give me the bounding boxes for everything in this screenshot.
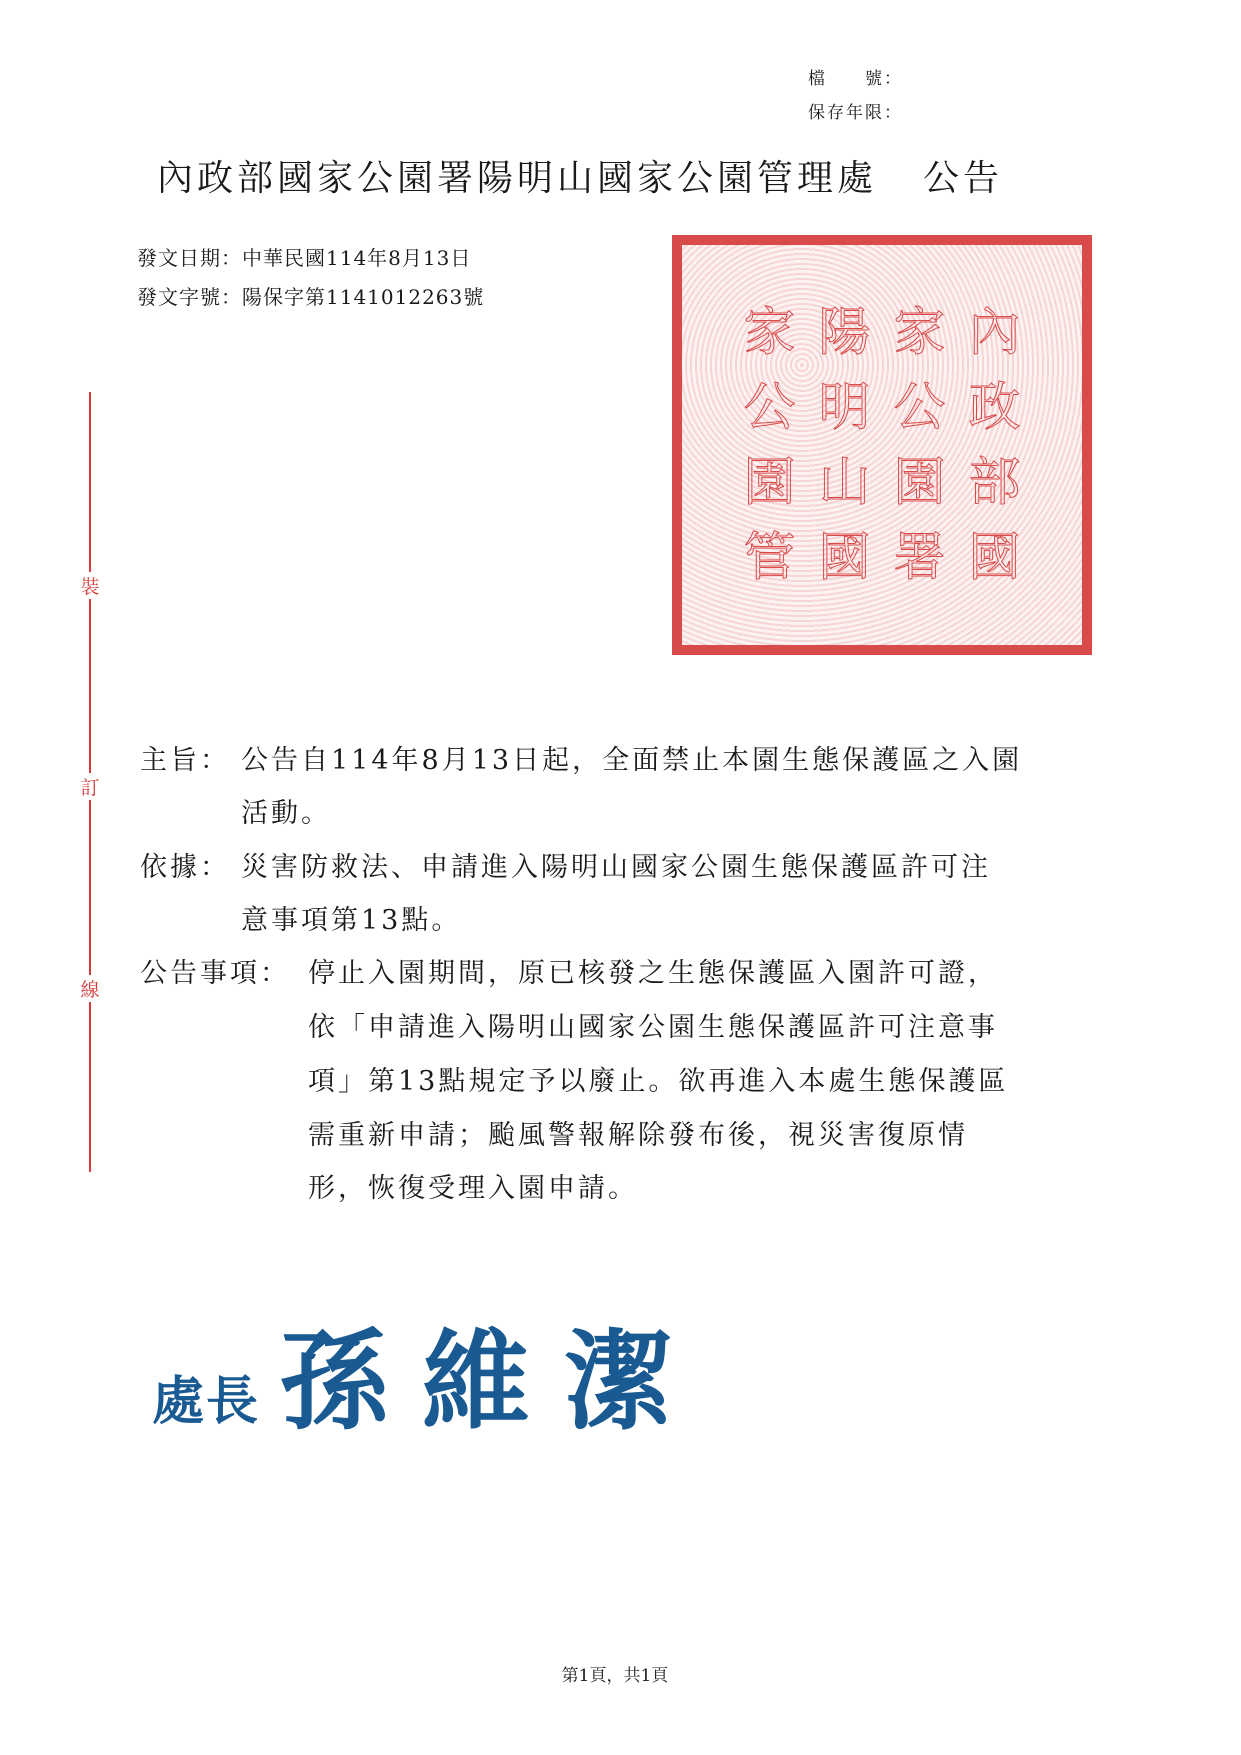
binding-mark-zhuang: 裝 bbox=[78, 572, 102, 599]
seal-char: 管 bbox=[743, 527, 796, 588]
notice-text-line-2: 依「申請進入陽明山國家公園生態保護區許可注意事 bbox=[308, 1012, 998, 1043]
signature-title: 處長 bbox=[152, 1371, 261, 1432]
file-number-label: 檔 號： bbox=[808, 69, 903, 89]
seal-char: 國 bbox=[968, 527, 1021, 588]
basis-label: 依據： bbox=[140, 852, 230, 883]
subject-text-line-1: 公告自114年8月13日起，全面禁止本園生態保護區之入園 bbox=[241, 745, 1023, 776]
seal-char: 國 bbox=[818, 527, 871, 588]
seal-char: 明 bbox=[818, 377, 871, 438]
page-number: 第1頁，共1頁 bbox=[561, 1666, 669, 1686]
notice-text-line-5: 形，恢復受理入園申請。 bbox=[308, 1173, 638, 1204]
official-seal bbox=[672, 235, 1092, 655]
seal-char: 山 bbox=[818, 452, 871, 513]
seal-char: 園 bbox=[893, 452, 946, 513]
seal-char: 內 bbox=[968, 302, 1021, 363]
basis-text-line-2: 意事項第13點。 bbox=[241, 905, 462, 936]
binding-mark-ding: 訂 bbox=[78, 773, 102, 800]
seal-char: 部 bbox=[968, 452, 1021, 513]
seal-characters bbox=[732, 295, 1032, 595]
seal-char: 家 bbox=[893, 302, 946, 363]
issue-reference-number: 發文字號：陽保字第1141012263號 bbox=[137, 285, 485, 309]
binding-mark-xian: 線 bbox=[78, 975, 102, 1002]
seal-char: 園 bbox=[743, 452, 796, 513]
retention-period-label: 保存年限： bbox=[808, 103, 903, 123]
notice-text-line-4: 需重新申請；颱風警報解除發布後，視災害復原情 bbox=[308, 1120, 968, 1151]
seal-char: 家 bbox=[743, 302, 796, 363]
notice-text-line-1: 停止入園期間，原已核發之生態保護區入園許可證， bbox=[308, 958, 998, 989]
agency-name: 內政部國家公園署陽明山國家公園管理處 bbox=[156, 158, 877, 199]
subject-label: 主旨： bbox=[140, 745, 230, 776]
document-type: 公告 bbox=[923, 158, 1004, 199]
notice-text-line-3: 項」第13點規定予以廢止。欲再進入本處生態保護區 bbox=[308, 1066, 1009, 1097]
seal-char: 公 bbox=[893, 377, 946, 438]
page-title bbox=[0, 150, 1160, 201]
seal-char: 公 bbox=[743, 377, 796, 438]
seal-char: 政 bbox=[968, 377, 1021, 438]
seal-char: 署 bbox=[893, 527, 946, 588]
notice-label: 公告事項： bbox=[140, 958, 290, 989]
signature-name: 孫維潔 bbox=[280, 1319, 707, 1445]
issue-date: 發文日期：中華民國114年8月13日 bbox=[137, 246, 472, 270]
director-signature bbox=[152, 1295, 706, 1450]
seal-char: 陽 bbox=[818, 302, 871, 363]
basis-text-line-1: 災害防救法、申請進入陽明山國家公園生態保護區許可注 bbox=[241, 852, 991, 883]
subject-text-line-2: 活動。 bbox=[241, 798, 331, 829]
